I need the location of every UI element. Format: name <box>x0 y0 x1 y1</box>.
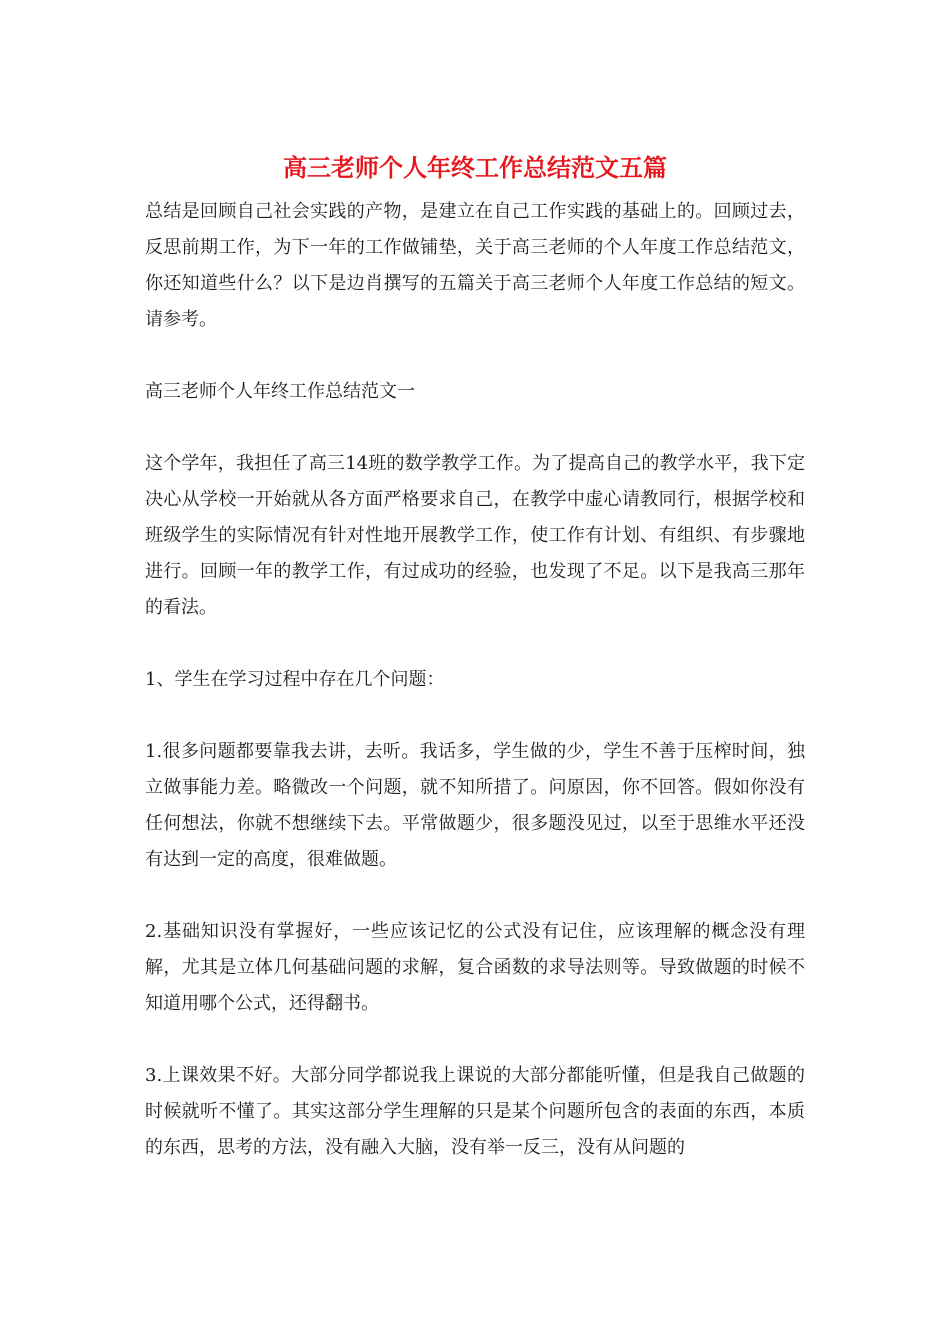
intro-paragraph: 总结是回顾自己社会实践的产物，是建立在自己工作实践的基础上的。回顾过去，反思前期工作，为下一年的工作做铺垫，关于高三老师的个人年度工作总结范文，你还知道些什么？以下是边肖撰写的五篇关于高三老师个人年度工作总结的短文。请参考。 <box>145 201 805 330</box>
document-title: 高三老师个人年终工作总结范文五篇 <box>283 153 667 182</box>
list-item: 2.基础知识没有掌握好，一些应该记忆的公式没有记住，应该理解的概念没有理解，尤其是立体几何基础问题的求解，复合函数的求导法则等。导致做题的时候不知道用哪个公式，还得翻书。 <box>145 921 805 1014</box>
document-body <box>145 194 805 1202</box>
list-heading: 1、学生在学习过程中存在几个问题： <box>145 669 445 690</box>
section-heading: 高三老师个人年终工作总结范文一 <box>145 381 415 402</box>
body-paragraph: 这个学年，我担任了高三14班的数学教学工作。为了提高自己的教学水平，我下定决心从学校一开始就从各方面严格要求自己，在教学中虚心请教同行，根据学校和班级学生的实际情况有针对性地开展教学工作，使工作有计划、有组织、有步骤地进行。回顾一年的教学工作，有过成功的经验，也发现了不足。以下是我高三那年的看法。 <box>145 453 805 618</box>
list-item: 3.上课效果不好。大部分同学都说我上课说的大部分都能听懂，但是我自己做题的时候就听不懂了。其实这部分学生理解的只是某个问题所包含的表面的东西，本质的东西，思考的方法，没有融入大脑，没有举一反三，没有从问题的 <box>145 1065 805 1158</box>
list-item: 1.很多问题都要靠我去讲，去听。我话多，学生做的少，学生不善于压榨时间，独立做事能力差。略微改一个问题，就不知所措了。问原因，你不回答。假如你没有任何想法，你就不想继续下去。平常做题少，很多题没见过，以至于思维水平还没有达到一定的高度，很难做题。 <box>145 741 805 870</box>
